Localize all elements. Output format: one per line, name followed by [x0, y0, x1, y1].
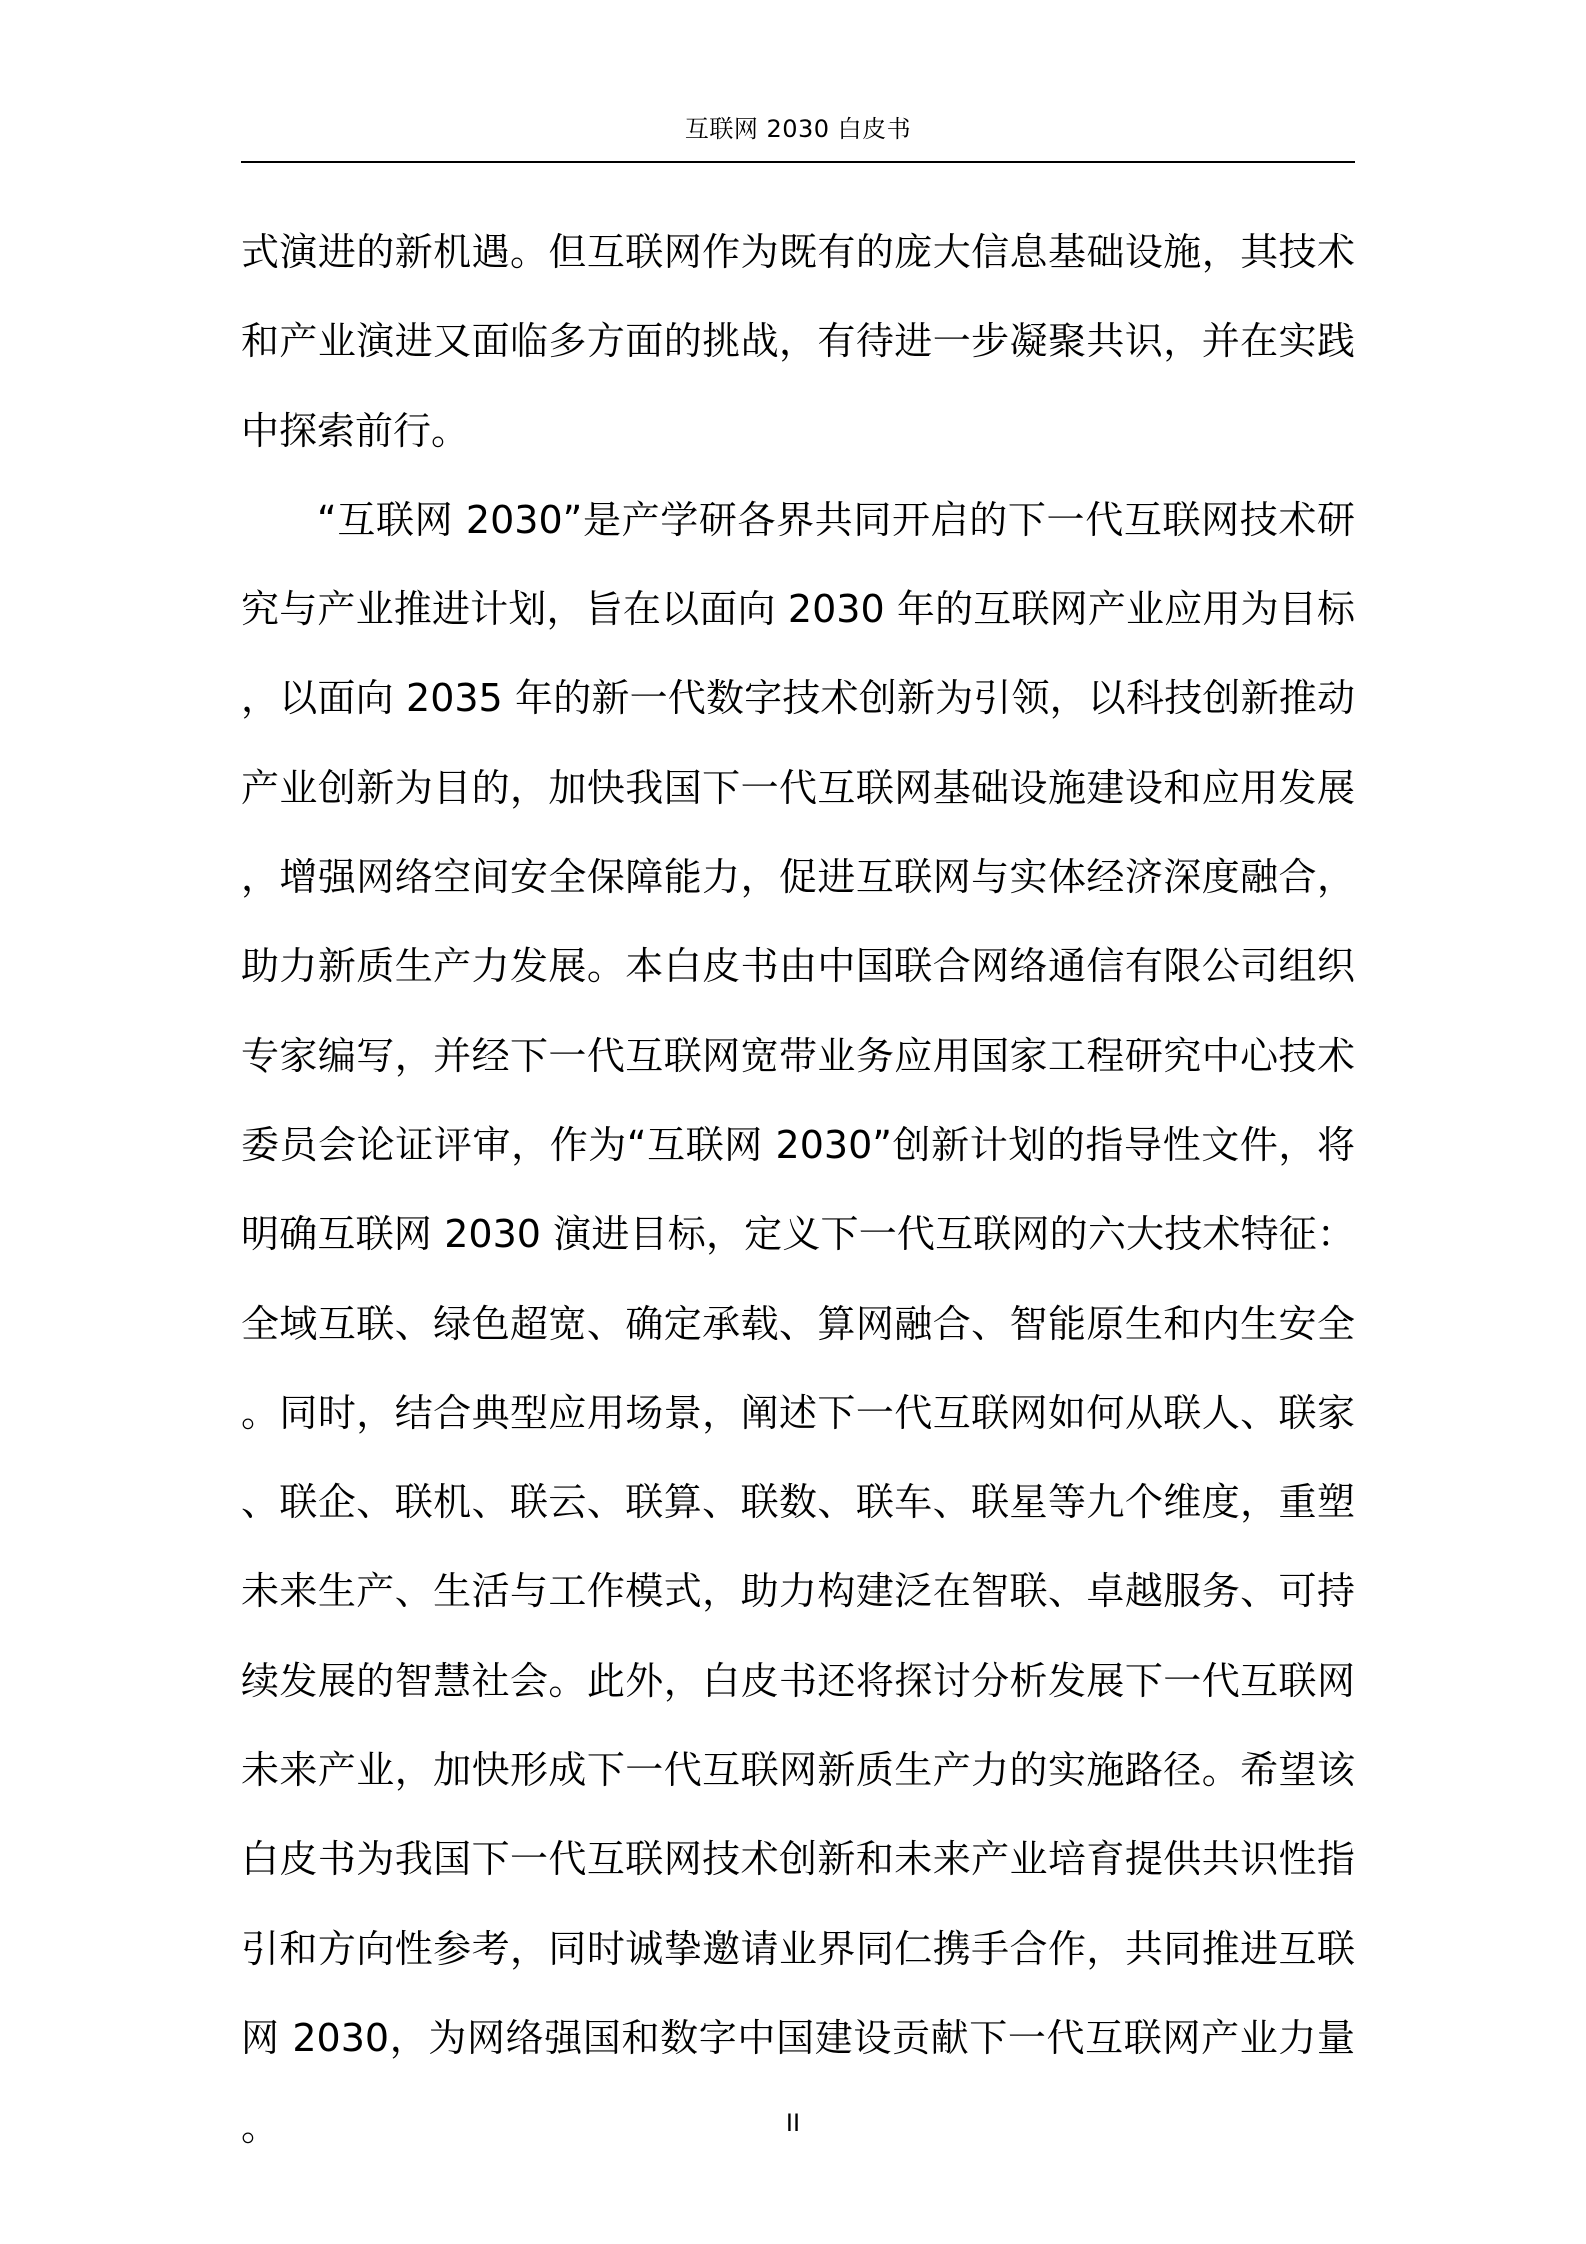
header-divider	[241, 161, 1355, 163]
body-text	[241, 208, 1355, 2173]
page-header-title: 互联网 2030 白皮书	[684, 115, 912, 143]
page-number: II	[785, 2109, 801, 2137]
paragraph-internet-2030-plan: “互联网 2030”是产学研各界共同开启的下一代互联网技术研究与产业推进计划，旨在以面向 2030 年的互联网产业应用为目标，以面向 2035 年的新一代数字技术创新为引领，以科技创新推动产业创新为目的，加快我国下一代互联网基础设施建设和应用发展，增强网络空间安全保障能力，促进互联网与实体经济深度融合，助力新质生产力发展。本白皮书由中国联合网络通信有限公司组织专家编写，并经下一代互联网宽带业务应用国家工程研究中心技术委员会论证评审，作为“互联网 2030”创新计划的指导性文件，将明确互联网 2030 演进目标，定义下一代互联网的六大技术特征：全域互联、绿色超宽、确定承载、算网融合、智能原生和内生安全。同时，结合典型应用场景，阐述下一代互联网如何从联人、联家、联企、联机、联云、联算、联数、联车、联星等九个维度，重塑未来生产、生活与工作模式，助力构建泛在智联、卓越服务、可持续发展的智慧社会。此外，白皮书还将探讨分析发展下一代互联网未来产业，加快形成下一代互联网新质生产力的实施路径。希望该白皮书为我国下一代互联网技术创新和未来产业培育提供共识性指引和方向性参考，同时诚挚邀请业界同仁携手合作，共同推进互联网 2030，为网络强国和数字中国建设贡献下一代互联网产业力量。	[241, 497, 1355, 2150]
paragraph-continuation: 式演进的新机遇。但互联网作为既有的庞大信息基础设施，其技术和产业演进又面临多方面的挑战，有待进一步凝聚共识，并在实践中探索前行。	[241, 230, 1355, 453]
